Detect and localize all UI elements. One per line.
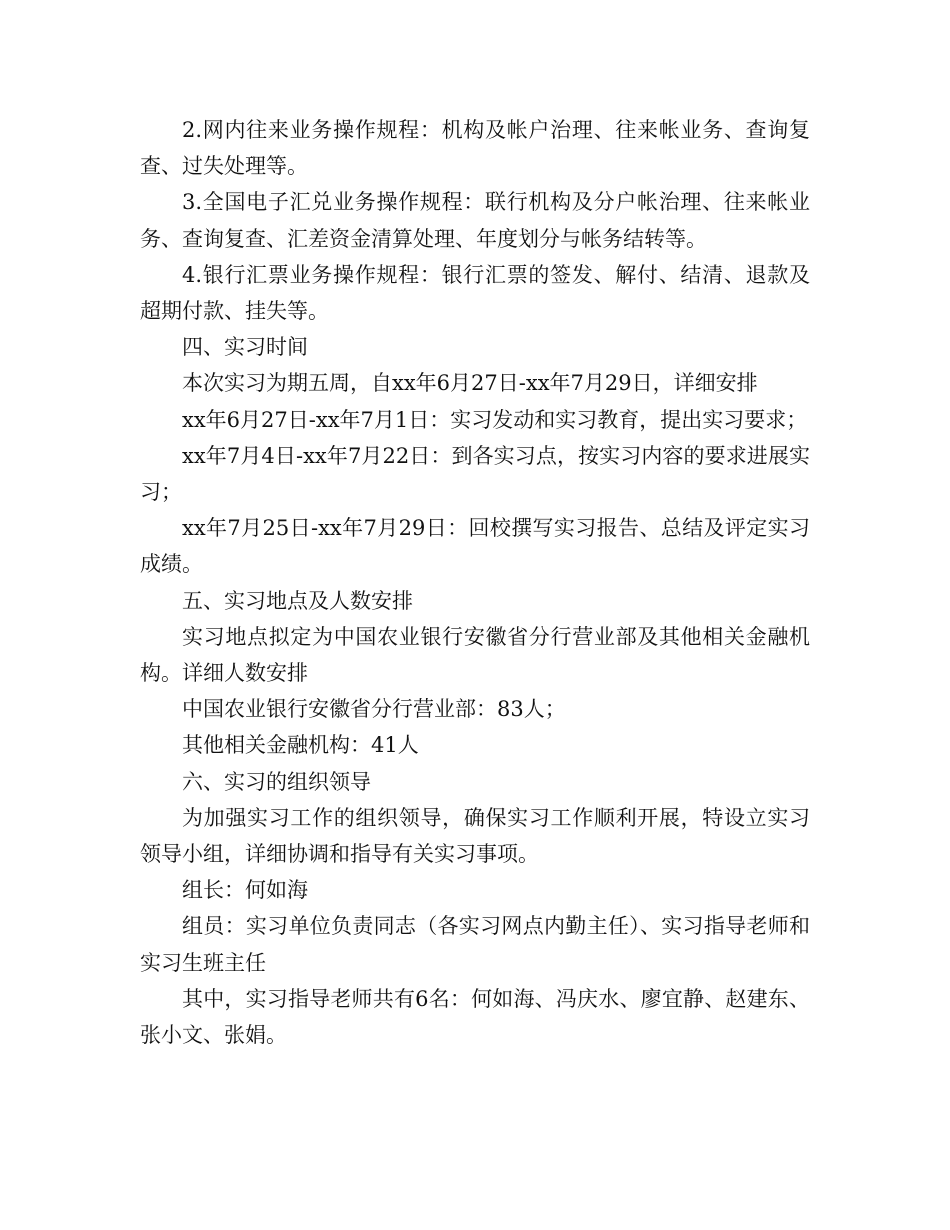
paragraph-location: 实习地点拟定为中国农业银行安徽省分行营业部及其他相关金融机构。详细人数安排 [140, 624, 810, 686]
paragraph-group-leader: 组长：何如海 [182, 878, 308, 903]
paragraph-instructors: 其中，实习指导老师共有6名：何如海、冯庆水、廖宜静、赵建东、张小文、张娟。 [140, 986, 810, 1048]
paragraph-count-other: 其他相关金融机构：41人 [182, 733, 419, 758]
paragraph-item-4: 4.银行汇票业务操作规程：银行汇票的签发、解付、结清、退款及超期付款、挂失等。 [140, 262, 810, 324]
section-heading-practice-time: 四、实习时间 [182, 335, 308, 360]
paragraph-organization: 为加强实习工作的组织领导，确保实习工作顺利开展，特设立实习领导小组，详细协调和指导有关实习事项。 [140, 805, 810, 867]
section-heading-location: 五、实习地点及人数安排 [182, 588, 413, 613]
paragraph-schedule-week1: xx年6月27日-xx年7月1日：实习发动和实习教育，提出实习要求； [182, 407, 808, 432]
paragraph-schedule-final: xx年7月25日-xx年7月29日：回校撰写实习报告、总结及评定实习成绩。 [140, 516, 810, 577]
paragraph-schedule-intro: 本次实习为期五周，自xx年6月27日-xx年7月29日，详细安排 [182, 371, 758, 396]
paragraph-item-2: 2.网内往来业务操作规程：机构及帐户治理、往来帐业务、查询复查、过失处理等。 [140, 118, 810, 179]
paragraph-group-members: 组员：实习单位负责同志（各实习网点内勤主任）、实习指导老师和实习生班主任 [140, 914, 810, 975]
paragraph-count-branch: 中国农业银行安徽省分行营业部：83人； [182, 697, 566, 722]
document-body [140, 112, 810, 1053]
paragraph-item-3: 3.全国电子汇兑业务操作规程：联行机构及分户帐治理、往来帐业务、查询复查、汇差资金清算处理、年度划分与帐务结转等。 [140, 190, 810, 251]
paragraph-schedule-main: xx年7月4日-xx年7月22日：到各实习点，按实习内容的要求进展实习； [140, 443, 810, 505]
section-heading-organization: 六、实习的组织领导 [182, 769, 371, 794]
